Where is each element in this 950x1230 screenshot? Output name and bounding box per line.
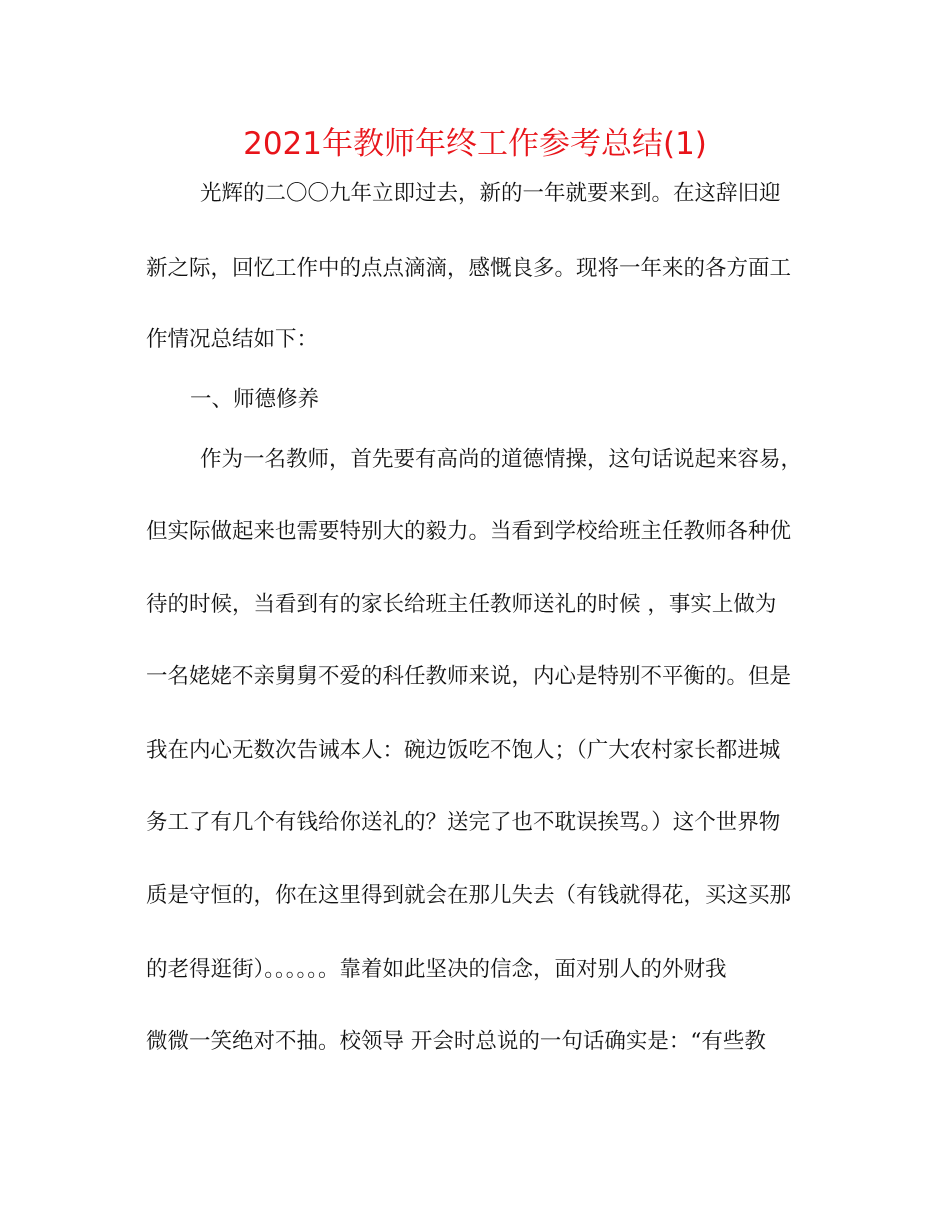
paragraph-line: 务工了有几个有钱给你送礼的？送完了也不耽误挨骂。）这个世界物 bbox=[146, 810, 781, 835]
paragraph-line: 的老得逛街）。。。。。。靠着如此坚决的信念，面对别人的外财我 bbox=[146, 957, 727, 982]
paragraph-line: 待的时候，当看到有的家长给班主任教师送礼的时候 ，事实上做为 bbox=[146, 592, 777, 617]
paragraph-line: 光辉的二〇〇九年立即过去，新的一年就要来到。在这辞旧迎 bbox=[200, 181, 781, 206]
section-heading: 一、师德修养 bbox=[190, 387, 320, 412]
paragraph-line: 质是守恒的，你在这里得到就会在那儿失去（有钱就得花，买这买那 bbox=[146, 883, 792, 908]
paragraph-line: 新之际，回忆工作中的点点滴滴，感慨良多。现将一年来的各方面工 bbox=[146, 256, 792, 281]
paragraph-line: 作为一名教师，首先要有高尚的道德情操，这句话说起来容易， bbox=[200, 447, 803, 472]
paragraph-line: 作情况总结如下： bbox=[146, 327, 319, 352]
paragraph-line: 但实际做起来也需要特别大的毅力。当看到学校给班主任教师各种优 bbox=[146, 519, 792, 544]
document-title: 2021年教师年终工作参考总结(1) bbox=[243, 126, 707, 162]
paragraph-line: 我在内心无数次告诫本人：碗边饭吃不饱人；（广大农村家长都进城 bbox=[146, 738, 781, 763]
paragraph-line: 微微一笑绝对不抽。校领导 开会时总说的一句话确实是：“有些教 bbox=[146, 1029, 766, 1054]
paragraph-line: 一名姥姥不亲舅舅不爱的科任教师来说，内心是特别不平衡的。但是 bbox=[146, 664, 792, 689]
